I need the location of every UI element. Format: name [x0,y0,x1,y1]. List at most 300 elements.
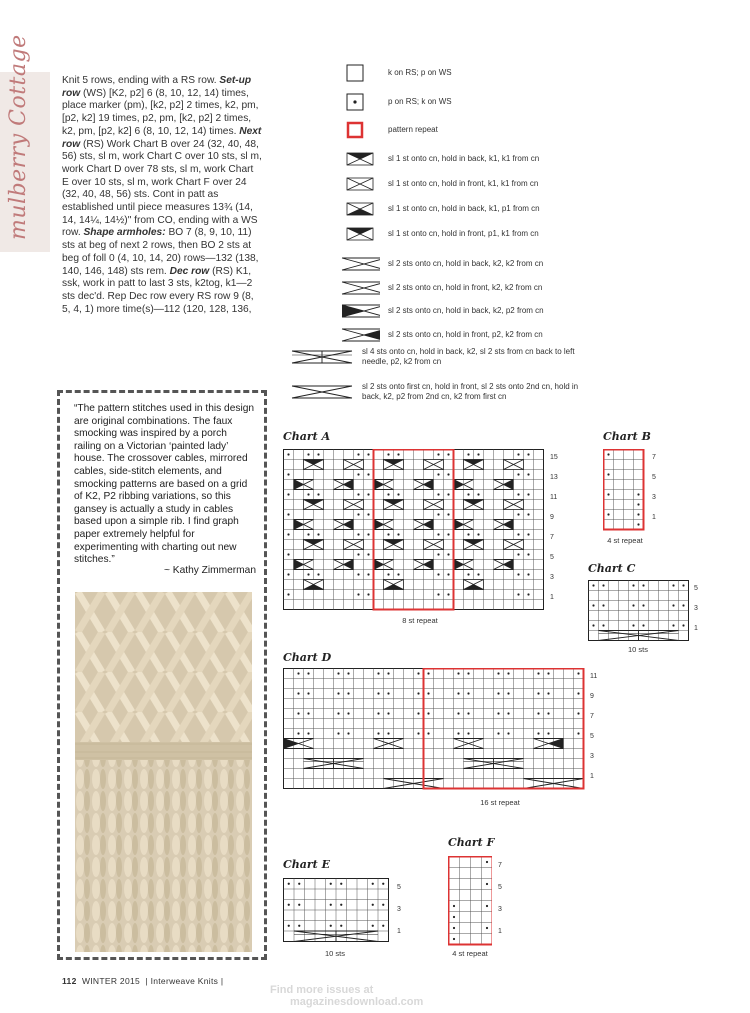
cable-1-1-lc [504,460,524,470]
cable-1-1-rc [304,500,324,510]
cable-1-1-lc [344,540,364,550]
purl-dot [527,453,529,455]
purl-dot [632,624,634,626]
purl-dot [527,593,529,595]
purl-dot [337,732,339,734]
purl-dot [367,513,369,515]
purl-dot [527,473,529,475]
instruction-heading: Next row [62,125,262,150]
purl-dot [642,624,644,626]
purl-dot [387,712,389,714]
cable-2-2-lpc-icon [342,329,380,341]
purl-dot [287,573,289,575]
row-number: 5 [397,884,401,891]
chart-e-caption: 10 sts [324,949,345,958]
purl-dot [387,692,389,694]
chart-f-title: Chart F [448,836,495,849]
purl-dot [377,672,379,674]
brand-logo: mulberry Cottage [6,34,31,240]
purl-dot [607,513,609,515]
purl-dot [397,573,399,575]
purl-dot [467,573,469,575]
purl-dot [337,712,339,714]
purl-dot [377,692,379,694]
purl-dot-icon [340,93,380,111]
row-number: 13 [550,474,558,481]
cable-1-1-rpc [304,580,324,590]
purl-dot [497,732,499,734]
purl-dot [367,553,369,555]
cable-2-2-lc-icon [340,279,380,297]
purl-dot [317,493,319,495]
cable-1-1-rc [384,540,404,550]
cable-1-1-rc [384,460,404,470]
purl-dot [437,453,439,455]
purl-dot [387,672,389,674]
purl-dot [547,692,549,694]
purl-dot [427,692,429,694]
row-number: 1 [590,773,594,780]
purl-dot [372,883,374,885]
row-number: 3 [694,605,698,612]
purl-dot [632,604,634,606]
chart-d-row-numbers [588,668,604,790]
legend-row [340,277,542,299]
purl-dot [367,493,369,495]
purl-dot [517,493,519,495]
purl-dot [437,513,439,515]
purl-dot [447,593,449,595]
row-number: 1 [397,928,401,935]
purl-dot [287,473,289,475]
chart-c-caption: 10 sts [627,645,648,654]
knit-swatch-photo [75,592,252,952]
purl-dot [447,473,449,475]
purl-dot [337,672,339,674]
cable-1-1-rc [464,500,484,510]
chart-b-row-numbers [650,449,666,531]
purl-dot [330,904,332,906]
purl-dot [602,604,604,606]
chart-f [448,856,492,951]
chart-a [283,449,545,616]
cable-1-1-lc [424,460,444,470]
purl-dot [427,712,429,714]
purl-dot [357,593,359,595]
purl-dot [537,712,539,714]
chart-d-title: Chart D [283,651,332,664]
purl-dot [372,925,374,927]
legend-row [340,198,540,220]
quote-attribution: ~ Kathy Zimmerman [164,565,256,576]
purl-dot [447,453,449,455]
legend-label: sl 1 st onto cn, hold in front, k1, k1 from cn [388,179,539,188]
row-number: 5 [590,733,594,740]
purl-dot [367,473,369,475]
chart-f-caption: 4 st repeat [452,949,488,958]
purl-dot [672,584,674,586]
purl-dot [307,672,309,674]
purl-dot [592,624,594,626]
purl-dot [637,513,639,515]
purl-dot [453,905,455,907]
purl-dot [288,883,290,885]
legend-label: sl 2 sts onto first cn, hold in front, sl 2 sts onto 2nd cn, hold in back, k2, p2 from 2nd cn, k2 from first cn [362,382,579,401]
purl-dot [357,473,359,475]
row-number: 9 [590,693,594,700]
instruction-text: (RS) Work Chart B over 24 (32, 40, 48, 56) sts, sl m, work Chart C over 10 sts, sl m, work Chart D over 78 sts, sl m, work Chart E over 10 sts, sl m, work Chart F over 24 (32, 40, 48, 56) sts. Cont in patt as established until piece measures 13¾ (14, 14, 14¼, 14½)" from CO, ending with a WS row. [62,138,262,239]
row-number: 7 [498,862,502,869]
footer-separator: | [145,976,148,986]
legend-row [340,148,539,170]
purl-dot [437,573,439,575]
purl-dot [607,493,609,495]
cable-2-2-rc-icon [340,255,380,273]
purl-dot [437,533,439,535]
purl-dot [447,493,449,495]
purl-dot [397,453,399,455]
purl-dot [507,672,509,674]
chart-c-title: Chart C [588,562,636,575]
purl-dot [517,573,519,575]
row-number: 5 [694,585,698,592]
purl-dot [457,692,459,694]
purl-dot [517,453,519,455]
legend-label: sl 2 sts onto cn, hold in front, p2, k2 from cn [388,330,543,339]
legend-row [340,62,452,84]
legend-label: sl 1 st onto cn, hold in back, k1, k1 from cn [388,154,540,163]
purl-dot [467,453,469,455]
cable-2-2-lc-icon [342,282,380,294]
purl-dot [347,672,349,674]
purl-dot [447,573,449,575]
purl-dot [340,904,342,906]
cable-1-1-rc [464,540,484,550]
legend-row [340,300,544,322]
purl-dot [517,553,519,555]
purl-dot [467,672,469,674]
legend-label: sl 1 st onto cn, hold in back, k1, p1 from cn [388,204,540,213]
purl-dot [527,493,529,495]
purl-dot [486,883,488,885]
purl-dot [397,493,399,495]
purl-dot [527,533,529,535]
purl-dot [477,453,479,455]
purl-dot [357,513,359,515]
cable-4-2-4-icon [292,351,352,363]
purl-dot [447,513,449,515]
row-number: 3 [498,906,502,913]
purl-dot [453,938,455,940]
legend-label: sl 2 sts onto cn, hold in front, k2, k2 from cn [388,283,543,292]
purl-dot [527,513,529,515]
issue-label: WINTER 2015 [81,976,141,986]
purl-dot [288,904,290,906]
row-number: 11 [590,673,598,680]
legend-row [340,223,539,245]
purl-dot [307,692,309,694]
purl-dot [427,732,429,734]
cable-1-1-lc [504,540,524,550]
legend-label: sl 1 st onto cn, hold in front, p1, k1 from cn [388,229,539,238]
purl-dot [287,553,289,555]
purl-dot [357,533,359,535]
cable-1-1-rc [464,460,484,470]
purl-dot [547,672,549,674]
chart-e-row-numbers [395,878,411,946]
purl-dot [382,925,384,927]
purl-dot [417,692,419,694]
watermark-line-2: magazinesdownload.com [290,996,424,1008]
purl-dot [317,453,319,455]
purl-dot [307,712,309,714]
chart-d-caption: 16 st repeat [480,798,520,807]
instruction-heading: Shape armholes: [83,227,166,239]
row-number: 11 [550,494,558,501]
row-number: 1 [498,928,502,935]
cable-1-1-lc-icon [340,175,380,193]
purl-dot [298,883,300,885]
purl-dot [467,692,469,694]
purl-dot [347,732,349,734]
cable-1-1-lpc-icon [347,228,373,240]
purl-dot [477,533,479,535]
page-number: 112 [62,976,77,986]
purl-dot [298,925,300,927]
purl-dot [357,453,359,455]
chart-b [603,449,645,536]
cable-1-1-rc [384,500,404,510]
chart-a-title: Chart A [283,430,331,443]
instruction-text: Knit 5 rows, ending with a RS row. [62,75,220,86]
purl-dot [672,604,674,606]
cable-1-1-rc-icon [347,153,373,165]
instruction-text: (RS) K1, ssk, work in patt to last 3 sts, k2tog, k1—2 sts dec'd. Rep Dec row every RS row 9 (8, 5, 4, 1) more time(s)—112 (120, 128, 136, [62,265,254,315]
purl-dot [307,533,309,535]
purl-dot [397,533,399,535]
legend-label: sl 4 sts onto cn, hold in back, k2, sl 2 sts from cn back to left needle, p2, k2 from cn [362,347,575,366]
purl-dot [367,573,369,575]
purl-dot [467,712,469,714]
legend-label: sl 2 sts onto cn, hold in back, k2, k2 from cn [388,259,544,268]
chart-f-row-numbers [496,856,512,946]
instruction-heading: Set-up row [62,75,252,99]
purl-dot [577,732,579,734]
chart-a-row-numbers [548,449,568,611]
row-number: 1 [652,514,656,521]
legend-label: sl 2 sts onto cn, hold in back, k2, p2 from cn [388,306,544,315]
purl-dot [287,493,289,495]
cable-1-1-rpc-icon [340,200,380,218]
purl-dot [417,712,419,714]
purl-dot [632,584,634,586]
instruction-text: BO 7 (8, 9, 10, 11) sts at beg of next 2 rows, then BO 2 sts at beg of foll 0 (4, 10, 14, 20) rows—132 (138, 140, 146, 148) sts rem. [62,227,259,277]
purl-dot [298,904,300,906]
purl-dot [317,533,319,535]
purl-dot [607,473,609,475]
chart-a-caption: 8 st repeat [402,616,438,625]
purl-dot [340,925,342,927]
purl-dot [387,573,389,575]
purl-dot [547,732,549,734]
purl-dot [357,553,359,555]
purl-dot [486,927,488,929]
row-number: 9 [550,514,554,521]
purl-dot [307,732,309,734]
purl-dot [357,573,359,575]
legend-row [340,119,438,141]
legend-row [290,346,582,368]
purl-dot [330,925,332,927]
purl-dot [477,573,479,575]
purl-dot [307,493,309,495]
purl-dot [447,553,449,555]
cable-2-2-2-icon [290,383,354,401]
purl-dot [497,692,499,694]
watermark-line-1: Find more issues at [270,984,374,996]
purl-dot [547,712,549,714]
cable-2-2-rpc-icon [340,302,380,320]
purl-dot [607,453,609,455]
purl-dot [417,732,419,734]
purl-dot [437,493,439,495]
purl-dot [537,732,539,734]
purl-dot [457,732,459,734]
purl-dot [387,533,389,535]
purl-dot [382,883,384,885]
row-number: 1 [694,625,698,632]
purl-dot [453,927,455,929]
cable-1-1-lc [424,540,444,550]
knit-square-icon [340,64,380,82]
purl-dot [537,692,539,694]
purl-dot [527,553,529,555]
instruction-text: (WS) [K2, p2] 6 (8, 10, 12, 14) times, place marker (pm), [k2, p2] 2 times, k2, pm, [p2, k2] 19 times, p2, pm, [k2, p2] 2 times, k2, pm, [p2, k2] 6 (8, 10, 12, 14) times. [62,87,259,137]
purl-dot [517,513,519,515]
purl-dot [497,712,499,714]
page-footer [62,976,223,986]
purl-dot [337,692,339,694]
purl-dot [682,624,684,626]
purl-dot [357,493,359,495]
cable-1-1-rpc [384,580,404,590]
purl-dot [287,593,289,595]
cable-1-1-rc [304,460,324,470]
purl-dot [637,503,639,505]
purl-dot [437,473,439,475]
purl-dot [517,473,519,475]
purl-dot [592,584,594,586]
legend-row [340,173,538,195]
row-number: 5 [498,884,502,891]
purl-dot [287,513,289,515]
purl-dot [517,533,519,535]
purl-dot [387,732,389,734]
chart-c [588,580,690,647]
row-number: 15 [550,454,558,461]
row-number: 7 [590,713,594,720]
purl-dot [297,692,299,694]
purl-dot [297,672,299,674]
purl-dot [340,883,342,885]
purl-dot [377,712,379,714]
purl-dot [457,672,459,674]
row-number: 3 [590,753,594,760]
purl-dot [497,672,499,674]
cable-1-1-rc-icon [340,150,380,168]
pattern-repeat-icon [340,121,380,139]
purl-dot [347,712,349,714]
legend-label: k on RS; p on WS [388,68,452,77]
purl-dot [527,573,529,575]
cable-2-2-lpc-icon [340,326,380,344]
instruction-heading: Dec row [169,265,210,277]
designer-quote: “The pattern stitches used in this design are original combinations. The faux smocking was inspired by a porch railing on a Victorian ‘painted lady’ house. The crossover cables, mirrored cables, side-stitch elements, and smocking patterns are based on a grid of K2, P2 ribbing variations, so this gansey is actually a study in cables based upon a simple rib. I find graph paper extremely helpful for experimenting with charting out new stitches.” [74,403,255,566]
purl-dot [486,905,488,907]
purl-dot [453,916,455,918]
footer-separator: | [220,976,224,986]
row-number: 3 [550,574,554,581]
chart-e [283,878,391,951]
cable-1-1-lc [344,500,364,510]
cable-4-2-4-icon [290,348,354,366]
purl-dot [287,453,289,455]
cable-1-1-lc-icon [347,178,373,190]
purl-dot [577,692,579,694]
purl-dot [602,624,604,626]
purl-dot [297,712,299,714]
purl-dot [307,453,309,455]
purl-dot [507,692,509,694]
purl-dot [682,604,684,606]
cable-1-1-lc [504,500,524,510]
row-number: 5 [652,474,656,481]
cable-1-1-rc [304,540,324,550]
purl-dot [517,593,519,595]
purl-dot [377,732,379,734]
legend-row [340,91,452,113]
purl-dot [437,593,439,595]
legend-row [340,253,543,275]
cable-1-1-rpc-icon [347,203,373,215]
cable-1-1-rpc [464,580,484,590]
purl-dot [682,584,684,586]
purl-dot [367,453,369,455]
row-number: 5 [550,554,554,561]
purl-dot [457,712,459,714]
purl-dot [347,692,349,694]
cable-1-1-lc [344,460,364,470]
legend-label: p on RS; k on WS [388,97,452,106]
cable-1-1-lpc-icon [340,225,380,243]
chart-b-title: Chart B [603,430,651,443]
row-number: 1 [550,594,554,601]
row-number: 3 [397,906,401,913]
magazine-name: Interweave Knits [150,976,219,986]
purl-dot [507,712,509,714]
purl-dot [317,573,319,575]
purl-dot [477,493,479,495]
cable-2-2-rc-icon [342,258,380,270]
pattern-instructions [62,75,262,316]
purl-dot [437,553,439,555]
purl-dot [637,493,639,495]
legend-label: pattern repeat [388,125,438,134]
cable-2-2-rpc-icon [342,305,380,317]
purl-dot [297,732,299,734]
purl-dot [427,672,429,674]
purl-dot [592,604,594,606]
